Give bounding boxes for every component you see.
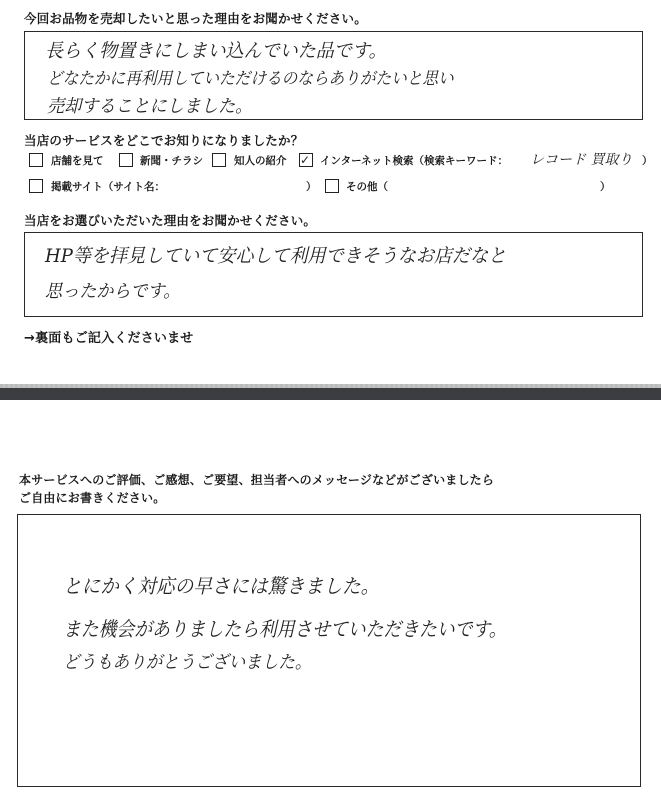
store-option-label: 店舗を見て xyxy=(51,155,104,167)
internet-keyword-value: レコード 買取り xyxy=(530,152,633,168)
feedback-question-line-2: ご自由にお書きください。 xyxy=(19,491,166,505)
reason-sell-answer-box[interactable] xyxy=(24,31,643,120)
reason-choose-question: 当店をお選びいただいた理由をお聞かせください。 xyxy=(24,213,317,228)
reason-sell-question: 今回お品物を売却したいと思った理由をお聞かせください。 xyxy=(24,11,367,26)
how-found-question: 当店のサービスをどこでお知りになりましたか？ xyxy=(24,133,304,148)
page-divider-edge xyxy=(0,384,661,388)
internet-option-label: インターネット検索（検索キーワード： xyxy=(320,155,509,167)
newspaper-option-label: 新聞・チラシ xyxy=(140,155,203,167)
feedback-answer-line-3: どうもありがとうございました。 xyxy=(63,652,312,673)
referral-option-label: 知人の紹介 xyxy=(234,155,287,167)
feedback-question-line-1: 本サービスへのご評価、ご感想、ご要望、担当者へのメッセージなどがございましたら xyxy=(19,473,495,487)
feedback-answer-line-1: とにかく対応の早さには驚きました。 xyxy=(63,574,380,598)
feedback-answer-box[interactable] xyxy=(17,514,641,787)
internet-checkbox[interactable] xyxy=(299,153,313,167)
other-checkbox[interactable] xyxy=(325,179,339,193)
store-checkbox[interactable] xyxy=(29,153,43,167)
other-close-paren: ） xyxy=(600,181,611,193)
reason-choose-answer-line-2: 思ったからです。 xyxy=(45,281,181,302)
reason-choose-answer-box[interactable] xyxy=(24,232,643,317)
reason-choose-answer-line-1: HP等を拝見していて安心して利用できそうなお店だなと xyxy=(45,245,507,267)
reason-sell-answer-line-2: どなたかに再利用していただけるのならありがたいと思い xyxy=(47,69,454,89)
checkmark-icon: ✓ xyxy=(300,153,311,167)
site-option-label: 掲載サイト（サイト名： xyxy=(51,181,166,193)
site-close-paren: ） xyxy=(306,181,317,193)
page-divider xyxy=(0,388,661,400)
back-side-note: →裏面もご記入くださいませ xyxy=(24,331,194,346)
internet-close-paren: ） xyxy=(642,155,653,167)
newspaper-checkbox[interactable] xyxy=(119,153,133,167)
reason-sell-answer-line-3: 売却することにしました。 xyxy=(47,96,253,117)
referral-checkbox[interactable] xyxy=(212,153,226,167)
how-found-options-row-2 xyxy=(24,178,654,200)
how-found-options-row-1 xyxy=(24,152,654,174)
other-option-label: その他（ xyxy=(346,181,388,193)
site-checkbox[interactable] xyxy=(29,179,43,193)
reason-sell-answer-line-1: 長らく物置きにしまい込んでいた品です。 xyxy=(45,40,387,62)
feedback-answer-line-2: また機会がありましたら利用させていただきたいです。 xyxy=(63,617,507,641)
